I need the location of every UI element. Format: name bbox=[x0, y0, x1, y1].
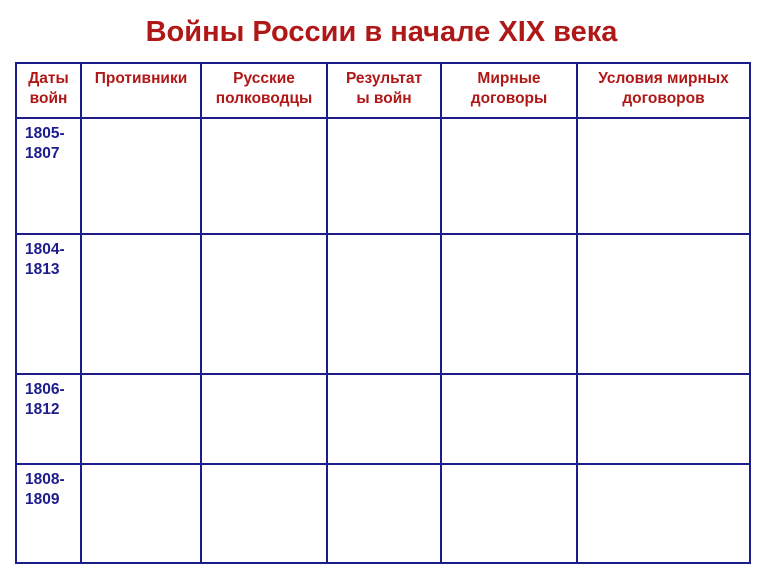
commanders-cell[interactable] bbox=[201, 374, 327, 464]
date-cell bbox=[16, 374, 81, 464]
opponents-cell[interactable] bbox=[81, 118, 201, 234]
date-start: 1805- bbox=[25, 125, 65, 142]
commanders-cell[interactable] bbox=[201, 464, 327, 563]
results-cell[interactable] bbox=[327, 464, 441, 563]
header-dates bbox=[16, 63, 81, 118]
opponents-cell[interactable] bbox=[81, 464, 201, 563]
header-dates-line2: войн bbox=[29, 90, 68, 107]
wars-table bbox=[15, 62, 751, 564]
header-treaty-terms bbox=[577, 63, 750, 118]
results-cell[interactable] bbox=[327, 118, 441, 234]
header-treaty-terms-line1: Условия мирных bbox=[598, 70, 729, 87]
date-cell bbox=[16, 234, 81, 374]
date-start: 1806- bbox=[25, 381, 65, 398]
header-treaties-line1: Мирные bbox=[477, 70, 541, 87]
header-opponents bbox=[81, 63, 201, 118]
header-commanders-line2: полководцы bbox=[215, 90, 313, 107]
header-results-line2: ы войн bbox=[356, 90, 412, 107]
date-cell bbox=[16, 464, 81, 563]
commanders-cell[interactable] bbox=[201, 118, 327, 234]
results-cell[interactable] bbox=[327, 374, 441, 464]
treaty-terms-cell[interactable] bbox=[577, 374, 750, 464]
header-results bbox=[327, 63, 441, 118]
treaty-terms-cell[interactable] bbox=[577, 118, 750, 234]
table-row bbox=[16, 374, 750, 464]
opponents-cell[interactable] bbox=[81, 234, 201, 374]
table-header-row bbox=[16, 63, 750, 118]
date-end: 1809 bbox=[25, 491, 60, 508]
header-treaties-line2: договоры bbox=[470, 90, 548, 107]
header-commanders bbox=[201, 63, 327, 118]
treaties-cell[interactable] bbox=[441, 464, 577, 563]
results-cell[interactable] bbox=[327, 234, 441, 374]
date-cell bbox=[16, 118, 81, 234]
header-dates-line1: Даты bbox=[28, 70, 69, 87]
header-commanders-line1: Русские bbox=[233, 70, 295, 87]
date-start: 1808- bbox=[25, 471, 65, 488]
table-row bbox=[16, 118, 750, 234]
date-start: 1804- bbox=[25, 241, 65, 258]
date-end: 1812 bbox=[25, 401, 60, 418]
treaty-terms-cell[interactable] bbox=[577, 234, 750, 374]
treaties-cell[interactable] bbox=[441, 118, 577, 234]
date-end: 1807 bbox=[25, 145, 60, 162]
table-row bbox=[16, 234, 750, 374]
date-end: 1813 bbox=[25, 261, 60, 278]
treaties-cell[interactable] bbox=[441, 234, 577, 374]
header-results-line1: Результат bbox=[345, 70, 423, 87]
page-title: Войны России в начале XIX века bbox=[145, 16, 618, 48]
header-opponents-line1: Противники bbox=[94, 70, 188, 87]
commanders-cell[interactable] bbox=[201, 234, 327, 374]
treaties-cell[interactable] bbox=[441, 374, 577, 464]
header-treaties bbox=[441, 63, 577, 118]
opponents-cell[interactable] bbox=[81, 374, 201, 464]
table-row bbox=[16, 464, 750, 563]
treaty-terms-cell[interactable] bbox=[577, 464, 750, 563]
header-treaty-terms-line2: договоров bbox=[622, 90, 705, 107]
